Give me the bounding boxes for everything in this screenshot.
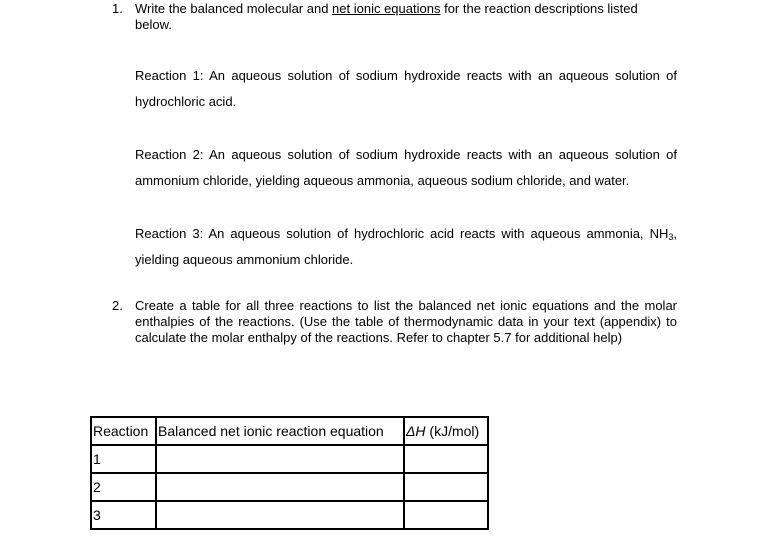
row-enthalpy-cell[interactable] xyxy=(404,445,488,473)
question-1-number: 1. xyxy=(112,1,123,16)
delta-h-units: (kJ/mol) xyxy=(425,423,480,439)
row-reaction-number: 3 xyxy=(91,501,156,529)
row-enthalpy-cell[interactable] xyxy=(404,501,488,529)
question-2-number: 2. xyxy=(112,298,123,313)
row-equation-cell[interactable] xyxy=(156,445,404,473)
row-equation-cell[interactable] xyxy=(156,473,404,501)
delta-h-symbol: ΔH xyxy=(406,423,426,439)
question-1-text-end: for the reaction descriptions listed below. xyxy=(135,1,638,32)
question-1-text-start: Write the balanced molecular and xyxy=(135,1,333,16)
reaction-table xyxy=(90,416,489,530)
question-1-text xyxy=(135,1,677,33)
row-enthalpy-cell[interactable] xyxy=(404,473,488,501)
reaction-1: Reaction 1: An aqueous solution of sodium hydroxide reacts with an aqueous solution of hydrochloric acid. xyxy=(135,68,677,109)
reaction-3-subscript: 3 xyxy=(668,232,674,242)
header-enthalpy xyxy=(404,417,488,445)
reaction-3 xyxy=(135,221,677,273)
row-reaction-number: 1 xyxy=(91,445,156,473)
row-equation-cell[interactable] xyxy=(156,501,404,529)
header-equation: Balanced net ionic reaction equation xyxy=(156,417,404,445)
header-reaction: Reaction xyxy=(91,417,156,445)
reaction-3-text-end: , yielding aqueous ammonium chloride. xyxy=(135,226,677,267)
reaction-3-text-start: Reaction 3: An aqueous solution of hydrochloric acid reacts with aqueous ammonia, NH xyxy=(135,226,669,241)
table-row xyxy=(91,501,488,529)
row-reaction-number: 2 xyxy=(91,473,156,501)
table-row xyxy=(91,445,488,473)
net-ionic-underlined: net ionic equations xyxy=(332,1,441,16)
reaction-2: Reaction 2: An aqueous solution of sodium hydroxide reacts with an aqueous solution of ammonium chloride, yielding aqueous ammonia, aqueous sodium chloride, and water. xyxy=(135,147,677,188)
table-header-row xyxy=(91,417,488,445)
table-row xyxy=(91,473,488,501)
question-2-text: Create a table for all three reactions to list the balanced net ionic equations and the molar enthalpies of the reactions. (Use the table of thermodynamic data in your text (appendix) to calculate the molar enthalpy of the reactions. Refer to chapter 5.7 for additional help) xyxy=(135,298,677,345)
